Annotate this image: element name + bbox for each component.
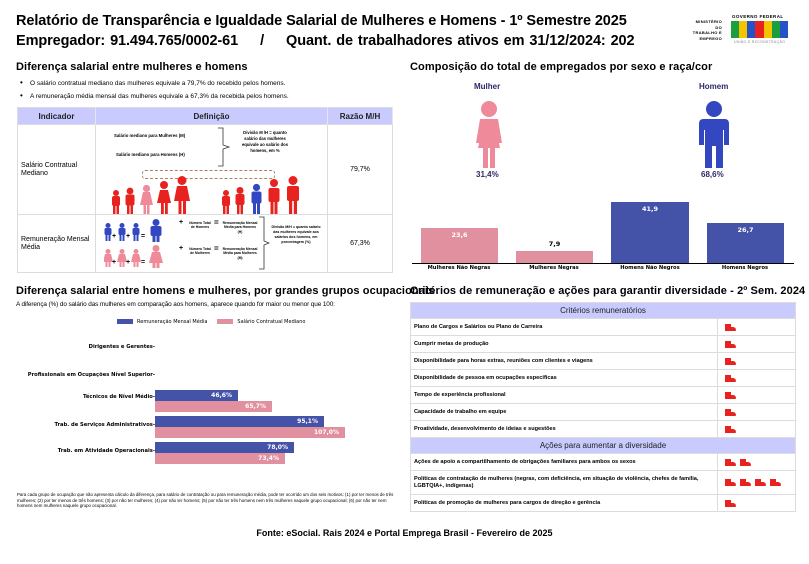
ratio-cell: 79,7% [328,125,393,215]
criteria-row [411,319,796,336]
def-men-result: Remuneração Mensal Média para Homens (H) [222,221,258,234]
definition-cell [96,215,328,273]
diversity-row [411,454,796,471]
svg-text:+: + [112,233,117,240]
def-women-result: Remuneração Mensal Média para Mulheres (M) [222,247,258,260]
criteria-label: Proatividade, desenvolvimento de ideias e sugestões [411,421,718,438]
men-label: Homem [699,82,729,91]
criteria-row [411,421,796,438]
bar-women-non-black: 23,6 [421,228,498,263]
criteria-row [411,387,796,404]
bar-median: 73,4% [155,453,285,464]
brasil-logo-icon [731,21,788,38]
women-pct: 31,4% [476,170,499,179]
bar-women-black: 7,9 [516,251,593,263]
def-men-median: Salário mediano para Homens (H) [116,152,185,157]
svg-text:+: + [112,259,117,266]
salary-indicator-table [17,107,393,273]
ratio-cell: 67,3% [328,215,393,273]
salary-diff-title: Diferença salarial entre mulheres e homens [16,61,248,73]
no-icon [725,358,737,365]
no-icon [725,426,737,433]
occupational-footnote: Para cada grupo de ocupação que não apresenta cálculo da diferença, para salário de contratação ou para remuneração média, pode ter ocorrido um dos seis motivos: (1) por ter menos de três mulheres; (2) por ter menos de três homens; (3) por não ter mulheres; (4) por não ter homens; (5) por não ter três homens nem três mulheres naquele grupo ocupacional; (6) por não ter nem homens nem mulheres naquele grupo ocupacional. [17,492,394,509]
indicator-cell: Remuneração Mensal Média [18,215,96,273]
criteria-label: Cumprir metas de produção [411,336,718,353]
criteria-row [411,404,796,421]
table-row [18,215,393,273]
no-icon [755,479,767,486]
diversity-label: Políticas de contratação de mulheres (negras, com deficiência, em situação de violência, chefes de família, LGBTQIA+, indígenas) [411,471,718,495]
diversity-label: Políticas de promoção de mulheres para cargos de direção e gerência [411,495,718,512]
occupational-bar-chart [155,335,405,475]
composition-title: Composição do total de empregados por sexo e raça/cor [410,61,713,73]
bar-remuneration: 46,6% [155,390,238,401]
separator: / [260,33,265,49]
no-icon [725,375,737,382]
equals-sign: = [214,218,219,227]
table-header-row [18,108,393,125]
group-labels [0,335,155,465]
government-logo [690,14,805,46]
diversity-row [411,495,796,512]
indicator-cell: Salário Contratual Mediano [18,125,96,215]
legend-swatch-blue [117,319,133,324]
diversity-label: Ações de apoio a compartilhamento de obrigações familiares para ambos os sexos [411,454,718,471]
bullet-item: • A remuneração média mensal das mulheres equivale a 67,3% da recebida pelos homens. [26,90,289,103]
category-label: Homens Negros [721,265,769,271]
report-title: Relatório de Transparência e Igualdade Salarial de Mulheres e Homens - 1º Semestre 2025 [16,13,627,29]
no-icon [740,479,752,486]
plus-sign: + [179,219,184,226]
no-icon [740,459,752,466]
no-icon [770,479,782,486]
bar-median: 65,7% [155,401,272,412]
svg-text:=: = [141,259,146,266]
criteria-row [411,370,796,387]
source-note: Fonte: eSocial. Rais 2024 e Portal Emprega Brasil - Fevereiro de 2025 [256,528,553,538]
bullet-item: • O salário contratual mediano das mulheres equivale a 79,7% do recebido pelos homens. [26,77,289,90]
def-women-median: Salário mediano para Mulheres (M) [114,133,186,138]
median-figures-illustration [111,176,316,214]
women-label: Mulher [474,82,501,91]
criteria-label: Plano de Cargos e Salários ou Plano de Carreira [411,319,718,336]
category-label: Mulheres Não Negras [427,265,491,271]
employer-line [16,33,634,49]
col-definition: Definição [96,108,328,125]
criteria-row [411,353,796,370]
def-men-count: Número Total de Homens [189,221,211,230]
no-icon [725,392,737,399]
bar-remuneration: 78,0% [155,442,294,453]
chart-legend [117,319,305,325]
def-women-count: Número Total de Mulheres [189,247,211,256]
group-label: Profissionais em Ocupações Nível Superior- [27,372,155,378]
category-label: Mulheres Negras [529,265,579,271]
def-division-text: Divisão M /H = quanto salário das mulheres equivale ao salário dos homens, em % [241,130,289,153]
workers-count: Quant. de trabalhadores ativos em 31/12/2024: 202 [286,33,635,49]
woman-figure-icon [468,100,510,170]
slogan-label: UNIÃO E RECONSTRUÇÃO [734,40,786,44]
average-figures-illustration [104,219,184,269]
legend-item-remuneration: Remuneração Mensal Média [117,319,207,325]
plus-sign: + [179,245,184,252]
race-composition-chart [412,195,794,271]
criteria-table [410,302,796,512]
group-label: Trab. em Atividade Operacionais- [57,448,155,454]
svg-text:=: = [141,233,146,240]
bar-median: 107,0% [155,427,345,438]
group-label: Trab. de Serviços Administrativos- [54,422,155,428]
no-icon [725,324,737,331]
criteria-label: Capacidade de trabalho em equipe [411,404,718,421]
no-icon [725,459,737,466]
bar-remuneration: 95,1% [155,416,324,427]
x-axis [412,263,794,264]
group-label: Dirigentes e Gerentes- [88,344,155,350]
col-indicator: Indicador [18,108,96,125]
criteria-row [411,336,796,353]
svg-text:+: + [126,259,131,266]
occupational-title: Diferença salarial entre homens e mulheres, por grandes grupos ocupacionais [16,285,435,297]
no-icon [725,409,737,416]
occupational-subtitle: A diferença (%) do salário das mulheres em comparação aos homens, aparece quando for maior ou menor que 100: [16,301,335,308]
brace-icon [258,216,270,270]
legend-item-median: Salário Contratual Mediano [217,319,305,325]
diversity-row [411,471,796,495]
svg-text:+: + [126,233,131,240]
ministry-label: MINISTÉRIO DO TRABALHO E EMPREGO [692,19,722,41]
remuneration-criteria-header: Critérios remuneratórios [411,303,796,319]
bar-men-non-black: 41,9 [611,202,689,263]
group-label: Técnicos de Nível Médio- [83,394,155,400]
no-icon [725,479,737,486]
men-pct: 68,6% [701,170,724,179]
criteria-title: Critérios de remuneração e ações para garantir diversidade - 2º Sem. 2024 [410,285,806,297]
criteria-label: Tempo de experiência profissional [411,387,718,404]
criteria-label: Disponibilidade para horas extras, reuniões com clientes e viagens [411,353,718,370]
table-row [18,125,393,215]
definition-cell [96,125,328,215]
salary-diff-bullets [26,77,289,103]
col-ratio: Razão M/H [328,108,393,125]
criteria-label: Disponibilidade de pessoa em ocupações específicas [411,370,718,387]
brace-icon [217,127,231,167]
legend-swatch-pink [217,319,233,324]
def-division-text: Divisão M/H = quanto salário das mulheres equivale aos salários dos homens, em porcentagem (%) [271,225,321,244]
no-icon [725,500,737,507]
category-label: Homens Não Negros [620,265,680,271]
bar-men-black: 26,7 [707,223,784,263]
equals-sign: = [214,244,219,253]
man-figure-icon [693,100,735,170]
gov-label: GOVERNO FEDERAL [732,14,784,19]
employer-id: Empregador: 91.494.765/0002-61 [16,33,239,49]
no-icon [725,341,737,348]
diversity-actions-header: Ações para aumentar a diversidade [411,438,796,454]
